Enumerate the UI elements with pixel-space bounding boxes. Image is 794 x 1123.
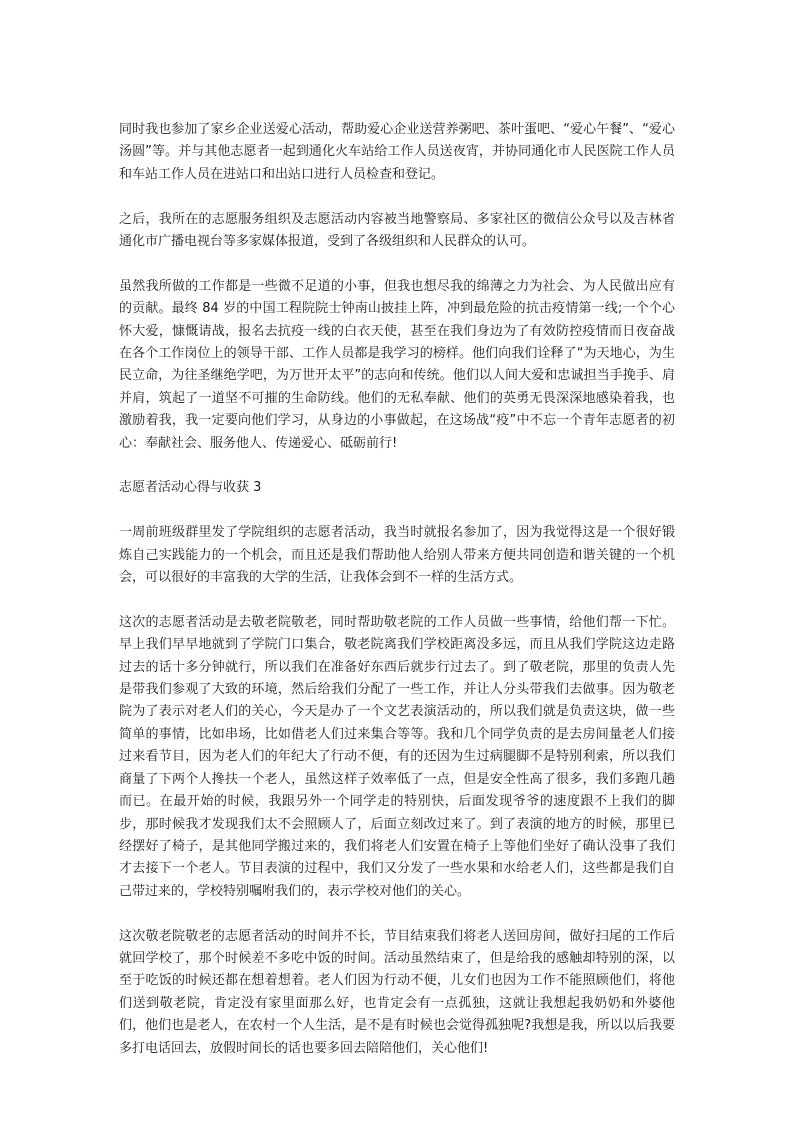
paragraph-role-models: 虽然我所做的工作都是一些微不足道的小事，但我也想尽我的绵薄之力为社会、为人民做出应有的贡献。最终 84 岁的中国工程院院士钟南山披挂上阵，冲到最危险的抗击疫情第一线;一个个心怀大爱，慷慨请战，报名去抗疫一线的白衣天使，甚至在我们身边为了有效防控疫情而日夜奋战在各个工作岗位上的领导干部、工作人员都是我学习的榜样。他们向我们诠释了“为天地心，为生民立命，为往圣继绝学吧，为万世开太平”的志向和传统。他们以人间大爱和忠诚担当手挽手、肩并肩，筑起了一道坚不可摧的生命防线。他们的无私奉献、他们的英勇无畏深深地感染着我，也激励着我，我一定要向他们学习，从身边的小事做起，在这场战“疫”中不忘一个青年志愿者的初心：奉献社会、服务他人、传递爱心、砥砺前行! — [119, 278, 675, 451]
paragraph-media-coverage: 之后，我所在的志愿服务组织及志愿活动内容被当地警察局、多家社区的微信公众号以及吉林省通化市广播电视台等多家媒体报道，受到了各级组织和人民群众的认可。 — [119, 211, 675, 250]
paragraph-reflection: 这次敬老院敬老的志愿者活动的时间并不长，节目结束我们将老人送回房间，做好扫尾的工作后就回学校了，那个时候差不多吃中饭的时间。活动虽然结束了，但是给我的感触却特别的深，以至于吃饭的时候还都在想着想着。老人们因为行动不便，儿女们也因为工作不能照顾他们，将他们送到敬老院，肯定没有家里面那么好，也肯定会有一点孤独，这就让我想起我奶奶和外婆他们，他们也是老人，在农村一个人生活，是不是有时候也会觉得孤独呢?我想是我，所以以后我要多打电话回去，放假时间长的话也要多回去陪陪他们，关心他们! — [119, 928, 675, 1056]
paragraph-family-enterprise-activity: 同时我也参加了家乡企业送爱心活动，帮助爱心企业送营养粥吧、茶叶蛋吧、“爱心午餐”、“爱心汤圆”等。并与其他志愿者一起到通化火车站给工作人员送夜宵，并协同通化市人民医院工作人员和车站工作人员在进站口和出站口进行人员检查和登记。 — [119, 122, 675, 182]
paragraph-nursing-home-activity: 这次的志愿者活动是去敬老院敬老，同时帮助敬老院的工作人员做一些事情，给他们帮一下忙。早上我们早早地就到了学院门口集合，敬老院离我们学校距离没多远，而且从我们学院这边走路过去的话十多分钟就行，所以我们在准备好东西后就步行过去了。到了敬老院，那里的负责人先是带我们参观了大致的环境，然后给我们分配了一些工作，并让人分头带我们去做事。因为敬老院为了表示对老人们的关心，今天是办了一个文艺表演活动的，所以我们就是负责这块，做一些简单的事情，比如串场，比如借老人们过来集合等等。我和几个同学负责的是去房间量老人们接过来看节目，因为老人们的年纪大了行动不便，有的还因为生过病腿脚不是特别利索，所以我们商量了下两个人搀扶一个老人，虽然这样子效率低了一点，但是安全性高了很多，我们多跑几趟而已。在最开始的时候，我跟另外一个同学走的特别快，后面发现爷爷的速度跟不上我们的脚步，那时候我才发现我们太不会照顾人了，后面立刻改过来了。到了表演的地方的时候，那里已经摆好了椅子，是其他同学搬过来的，我们将老人们安置在椅子上等他们坐好了确认没事了我们才去接下一个老人。节目表演的过程中，我们又分发了一些水果和水给老人们，这些都是我们自己带过来的，学校特别嘱咐我们的，表示学校对他们的关心。 — [119, 614, 675, 899]
section-heading: 志愿者活动心得与收获 3 — [119, 480, 262, 496]
paragraph-signup: 一周前班级群里发了学院组织的志愿者活动，我当时就报名参加了，因为我觉得这是一个很好锻炼自己实践能力的一个机会，而且还是我们帮助他人给别人带来方便共同创造和谐关键的一个机会，可以很好的丰富我的大学的生活，让我体会到不一样的生活方式。 — [119, 525, 675, 586]
document-body — [119, 119, 675, 1082]
